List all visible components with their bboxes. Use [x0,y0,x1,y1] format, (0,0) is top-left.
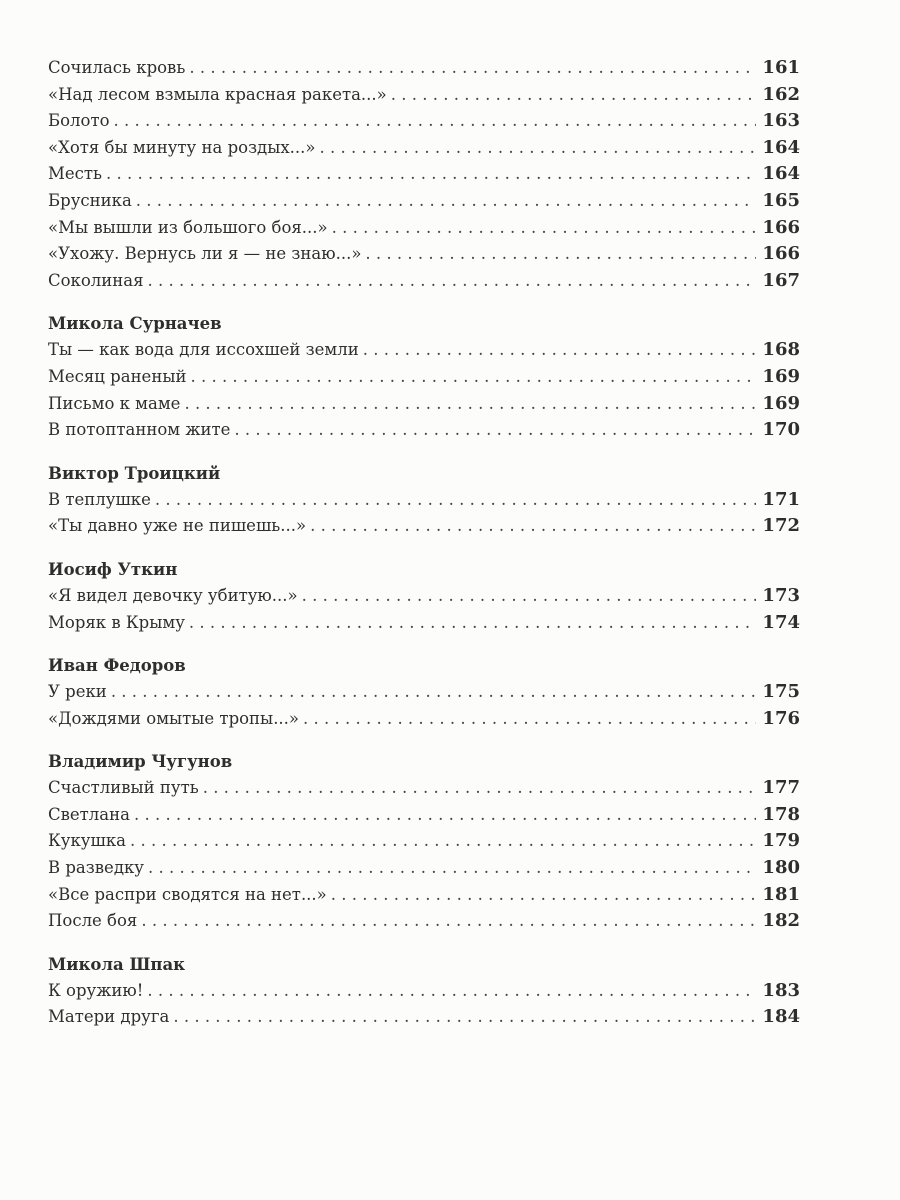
entry-title: В теплушке [48,489,151,509]
entry-page-number: 183 [762,979,800,1001]
author-heading: Иван Федоров [48,656,186,676]
entry-title: «Дождями омытые тропы...» [48,708,300,728]
dot-leader [303,706,756,733]
entry-page-number: 164 [762,163,800,185]
dot-leader [189,610,756,637]
dot-leader [190,364,756,391]
entry-page-number: 172 [762,515,800,537]
toc-entry [48,855,800,882]
entry-title: «Хотя бы минуту на роздых...» [48,137,316,157]
entry-page-number: 161 [762,57,800,78]
entry-title: Письмо к маме [48,393,181,413]
entry-title: У реки [48,682,107,702]
dot-leader [365,241,756,268]
entry-title: Месяц раненый [48,366,187,386]
toc-entry [48,610,800,637]
toc-entry [48,583,800,610]
dot-leader [310,513,756,540]
dot-leader [332,215,756,242]
dot-leader [234,417,756,444]
toc-entry [48,828,800,855]
entry-title: «Над лесом взмыла красная ракета...» [48,84,387,104]
toc-entry [48,241,800,268]
entry-page-number: 166 [762,243,800,265]
dot-leader [136,188,756,215]
dot-leader [391,82,756,109]
author-heading: Микола Сурначев [48,314,222,334]
entry-page-number: 176 [762,707,800,729]
dot-leader [106,161,756,188]
entry-page-number: 180 [762,857,800,879]
dot-leader [189,55,756,82]
dot-leader [155,487,756,514]
toc-entry [48,417,800,444]
toc-entry [48,108,800,135]
entry-title: Матери друга [48,1007,170,1027]
entry-title: Брусника [48,190,132,210]
toc-section [48,951,800,1031]
toc-entry [48,487,800,514]
toc-section [48,460,800,540]
entry-title: Кукушка [48,831,126,851]
entry-page-number: 169 [762,365,800,387]
dot-leader [111,679,756,706]
dot-leader [134,802,756,829]
dot-leader [203,775,756,802]
entry-title: «Ты давно уже не пишешь...» [48,516,307,536]
entry-page-number: 162 [762,83,800,105]
entry-title: «Все распри сводятся на нет...» [48,884,327,904]
entry-title: Соколиная [48,270,144,290]
dot-leader [114,108,756,135]
toc-entry [48,161,800,188]
dot-leader [184,391,756,418]
toc-entry [48,135,800,162]
entry-page-number: 168 [762,339,800,361]
toc-entry [48,215,800,242]
entry-page-number: 167 [762,269,800,291]
entry-page-number: 178 [762,803,800,825]
table-of-contents [48,55,800,1031]
toc-entry [48,978,800,1005]
entry-title: К оружию! [48,980,144,1000]
entry-page-number: 166 [762,216,800,238]
entry-page-number: 182 [762,910,800,932]
entry-title: Моряк в Крыму [48,612,185,632]
entry-page-number: 165 [762,189,800,211]
entry-page-number: 181 [762,883,800,905]
dot-leader [331,882,756,909]
toc-entry [48,1004,800,1031]
entry-page-number: 174 [762,611,800,633]
entry-page-number: 173 [762,584,800,606]
toc-entry [48,908,800,935]
toc-entry [48,82,800,109]
toc-entry [48,882,800,909]
author-heading: Иосиф Уткин [48,559,178,579]
toc-section [48,310,800,443]
toc-entry [48,268,800,295]
entry-page-number: 177 [762,777,800,799]
dot-leader [148,268,756,295]
dot-leader [363,337,756,364]
entry-title: В разведку [48,858,145,878]
dot-leader [173,1004,756,1031]
toc-entry [48,364,800,391]
entry-title: Счастливый путь [48,778,199,798]
dot-leader [148,855,756,882]
dot-leader [302,583,756,610]
author-heading: Микола Шпак [48,954,186,974]
entry-page-number: 171 [762,488,800,510]
entry-title: Месть [48,164,103,184]
entry-title: Болото [48,111,110,131]
toc-entry [48,391,800,418]
dot-leader [147,978,756,1005]
toc-entry [48,188,800,215]
entry-page-number: 164 [762,136,800,158]
toc-section [48,556,800,636]
toc-section [48,55,800,294]
toc-section [48,652,800,732]
entry-title: «Мы вышли из большого боя...» [48,217,328,237]
entry-title: Ты — как вода для иссохшей земли [48,340,359,360]
entry-page-number: 169 [762,392,800,414]
entry-page-number: 163 [762,110,800,132]
entry-page-number: 179 [762,830,800,852]
entry-title: Светлана [48,804,130,824]
entry-title: «Я видел девочку убитую...» [48,585,298,605]
toc-entry [48,337,800,364]
entry-page-number: 170 [762,419,800,441]
author-heading: Владимир Чугунов [48,752,233,772]
entry-page-number: 184 [762,1006,800,1028]
dot-leader [141,908,756,935]
toc-entry [48,513,800,540]
toc-entry [48,802,800,829]
toc-entry [48,706,800,733]
toc-section [48,748,800,935]
toc-entry [48,55,800,82]
dot-leader [130,828,756,855]
toc-entry [48,679,800,706]
entry-title: «Ухожу. Вернусь ли я — не знаю...» [48,244,362,264]
author-heading: Виктор Троицкий [48,463,221,483]
entry-title: В потоптанном жите [48,420,231,440]
entry-title: После боя [48,911,138,931]
entry-title: Сочилась кровь [48,58,186,77]
toc-entry [48,775,800,802]
dot-leader [320,135,757,162]
entry-page-number: 175 [762,681,800,703]
